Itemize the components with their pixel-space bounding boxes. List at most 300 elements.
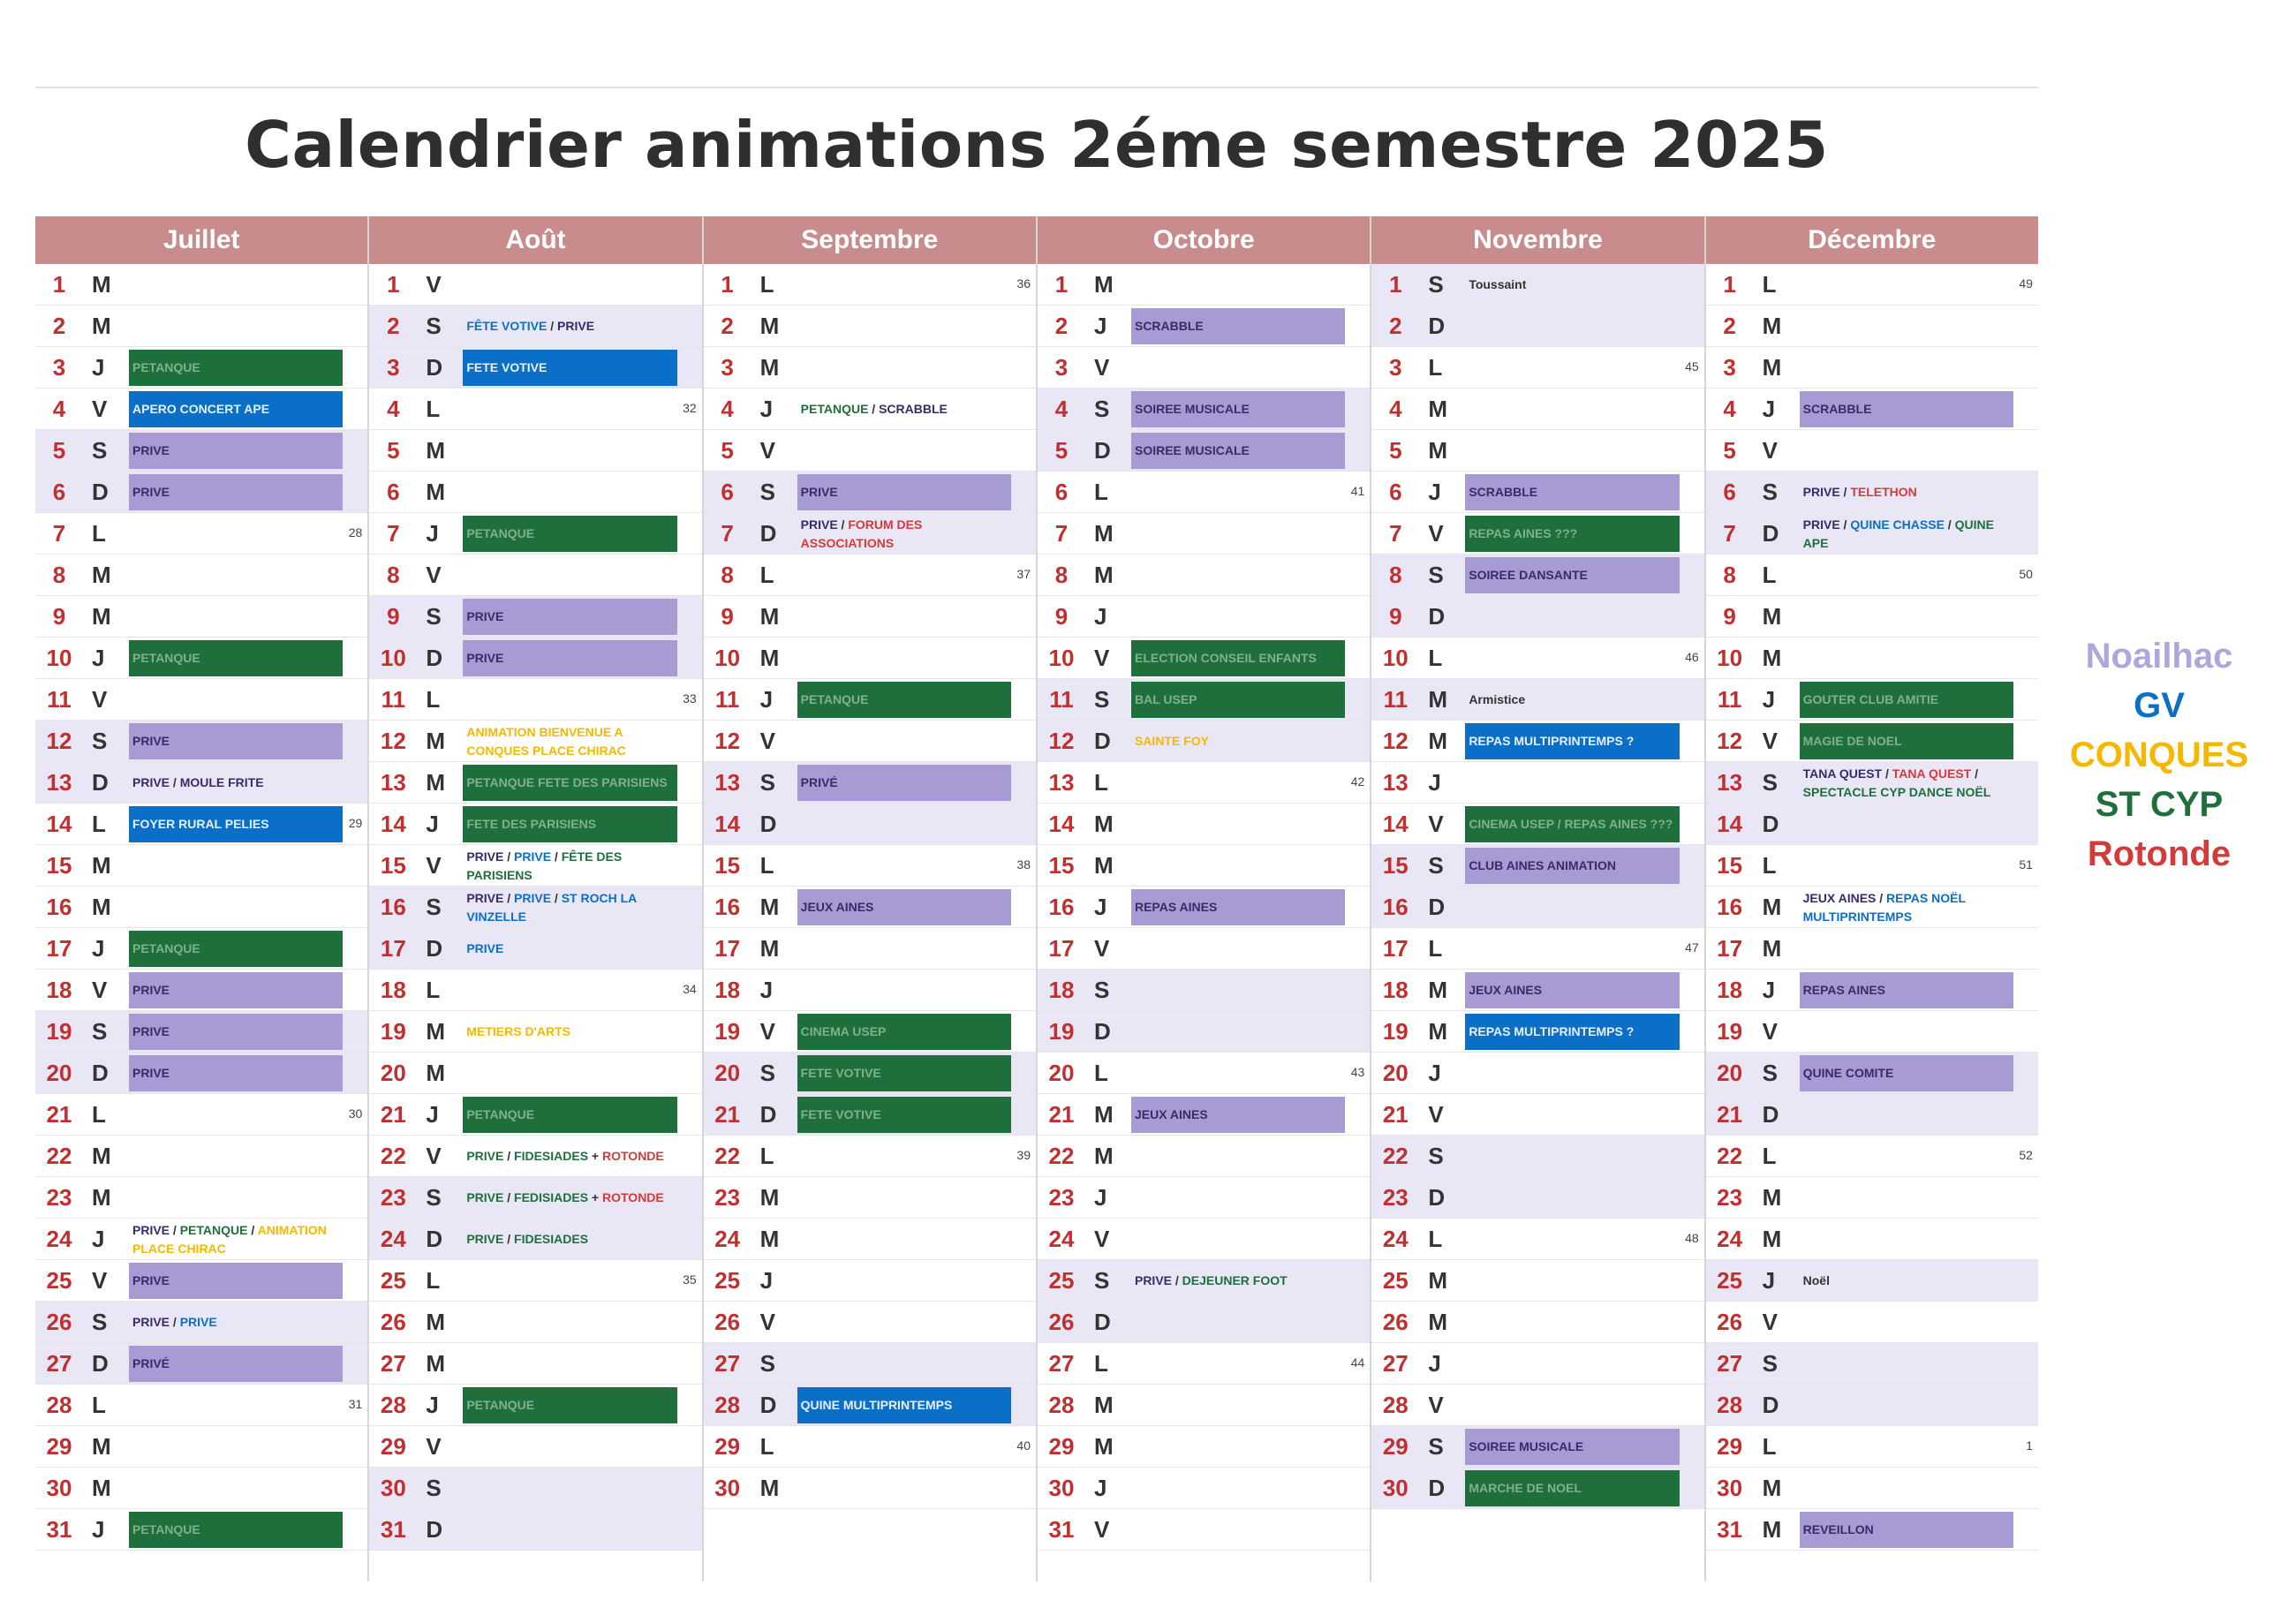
event-label: /: [1839, 517, 1851, 532]
day-number: 27: [380, 1350, 406, 1377]
day-row: [1706, 845, 2038, 887]
day-row: [369, 970, 701, 1011]
day-number: 14: [46, 811, 72, 837]
day-row: [35, 1343, 367, 1385]
day-number: 23: [380, 1184, 406, 1211]
weekday-letter: S: [1093, 396, 1110, 422]
day-row: [1706, 1136, 2038, 1177]
event-label: ANIMATION PLACE CHIRAC: [132, 1222, 327, 1256]
day-row: [369, 1053, 701, 1094]
week-number: 31: [348, 1397, 363, 1411]
day-row: [35, 721, 367, 762]
day-number: 25: [1382, 1267, 1409, 1294]
day-number: 7: [52, 520, 66, 547]
day-row: [35, 472, 367, 513]
weekday-letter: V: [1762, 1309, 1778, 1335]
day-row: [1038, 1385, 1370, 1426]
day-row: [369, 1343, 701, 1385]
weekday-letter: M: [759, 894, 780, 920]
weekday-letter: M: [759, 313, 780, 339]
event-block: SOIREE MUSICALE: [1465, 1429, 1679, 1465]
day-number: 4: [1054, 396, 1069, 422]
day-row: [35, 1011, 367, 1053]
day-row: [704, 1343, 1036, 1385]
weekday-letter: M: [1093, 271, 1114, 298]
day-number: 25: [380, 1267, 406, 1294]
day-row: [704, 430, 1036, 472]
day-row: [35, 638, 367, 679]
day-row: [1038, 1302, 1370, 1343]
day-number: 3: [1054, 354, 1069, 381]
day-row: [369, 762, 701, 804]
weekday-letter: L: [92, 1101, 106, 1128]
day-number: 31: [1048, 1516, 1075, 1543]
day-row: [1371, 804, 1703, 845]
day-number: 26: [1048, 1309, 1075, 1335]
day-number: 1: [1389, 271, 1402, 298]
weekday-letter: M: [426, 728, 445, 754]
day-row: [704, 513, 1036, 555]
weekday-letter: M: [1428, 396, 1447, 422]
day-row: [1038, 928, 1370, 970]
event-label: PRIVE: [466, 1190, 504, 1204]
legend-item: ST CYP: [2095, 785, 2224, 824]
day-number: 3: [1723, 354, 1736, 381]
weekday-letter: D: [1762, 1101, 1779, 1128]
day-row: [704, 1426, 1036, 1468]
day-number: 28: [46, 1392, 72, 1418]
event-block: PETANQUE: [129, 1512, 343, 1548]
day-number: 10: [380, 645, 406, 671]
event-label: PRIVE: [1802, 517, 1840, 532]
event-text: [463, 724, 676, 759]
event-block: SCRABBLE: [1800, 391, 2013, 427]
weekday-letter: J: [759, 686, 774, 713]
day-row: [1038, 887, 1370, 928]
event-label: PRIVE: [514, 849, 552, 864]
event-label: Noël: [1802, 1273, 1830, 1287]
weekday-letter: M: [1093, 1392, 1114, 1418]
day-number: 30: [714, 1475, 741, 1501]
event-label: PETANQUE: [179, 1222, 248, 1237]
day-row: [1706, 970, 2038, 1011]
day-number: 18: [1717, 977, 1743, 1003]
day-number: 19: [1382, 1018, 1409, 1045]
weekday-letter: L: [1093, 1060, 1108, 1086]
event-label: JEUX AINES: [1802, 890, 1877, 905]
top-rule: [35, 87, 2038, 88]
week-number: 33: [683, 691, 697, 706]
day-row: [369, 430, 701, 472]
day-number: 26: [1717, 1309, 1743, 1335]
event-label: /: [247, 1222, 258, 1237]
day-row: [704, 472, 1036, 513]
day-number: 20: [46, 1060, 72, 1086]
day-number: 29: [714, 1433, 741, 1460]
weekday-letter: M: [1762, 1226, 1782, 1252]
weekday-letter: D: [1093, 1309, 1111, 1335]
day-number: 3: [52, 354, 66, 381]
event-text: [129, 1222, 343, 1257]
weekday-letter: M: [1093, 811, 1114, 837]
day-row: [1038, 804, 1370, 845]
event-block: PETANQUE: [797, 682, 1011, 718]
day-row: [1038, 845, 1370, 887]
day-row: [1038, 596, 1370, 638]
day-number: 3: [387, 354, 400, 381]
week-number: 38: [1016, 857, 1031, 872]
day-row: [369, 721, 701, 762]
event-label: +: [588, 1149, 602, 1163]
day-number: 11: [714, 686, 740, 713]
weekday-letter: M: [1428, 728, 1447, 754]
day-number: 17: [714, 935, 741, 962]
event-text: [1131, 724, 1345, 759]
day-row: [35, 1094, 367, 1136]
week-number: 37: [1016, 567, 1031, 581]
day-row: [35, 1260, 367, 1302]
day-row: [35, 1509, 367, 1551]
month-header: Octobre: [1038, 216, 1370, 266]
day-number: 14: [1717, 811, 1743, 837]
weekday-letter: M: [1762, 603, 1782, 630]
day-row: [704, 1219, 1036, 1260]
weekday-letter: S: [759, 479, 775, 505]
day-row: [35, 1385, 367, 1426]
weekday-letter: M: [1762, 354, 1782, 381]
event-block: REPAS MULTIPRINTEMPS ?: [1465, 1014, 1679, 1050]
day-row: [369, 1426, 701, 1468]
weekday-letter: L: [1762, 1433, 1777, 1460]
weekday-letter: M: [92, 894, 111, 920]
weekday-letter: V: [426, 1143, 442, 1169]
day-number: 30: [380, 1475, 406, 1501]
day-number: 9: [1723, 603, 1736, 630]
weekday-letter: M: [1762, 1516, 1782, 1543]
event-label: /: [503, 1232, 515, 1246]
day-row: [1038, 1011, 1370, 1053]
day-number: 26: [1382, 1309, 1409, 1335]
event-block: PRIVE: [129, 1014, 343, 1050]
day-row: [1706, 430, 2038, 472]
day-number: 22: [1048, 1143, 1075, 1169]
day-row: [704, 1177, 1036, 1219]
day-row: [369, 1509, 701, 1551]
day-row: [704, 1011, 1036, 1053]
weekday-letter: V: [1428, 811, 1444, 837]
day-number: 26: [714, 1309, 741, 1335]
weekday-letter: D: [1762, 1392, 1779, 1418]
weekday-letter: S: [92, 728, 108, 754]
event-label: ST ROCH LA VINZELLE: [466, 890, 637, 924]
day-row: [1371, 1385, 1703, 1426]
day-number: 9: [387, 603, 400, 630]
day-number: 29: [1382, 1433, 1409, 1460]
day-row: [1706, 472, 2038, 513]
event-label: /: [1882, 766, 1892, 781]
weekday-letter: L: [1762, 852, 1777, 879]
day-row: [704, 1468, 1036, 1509]
day-number: 17: [1717, 935, 1743, 962]
weekday-letter: J: [1093, 1184, 1107, 1211]
day-number: 18: [714, 977, 741, 1003]
weekday-letter: M: [1428, 977, 1447, 1003]
day-row: [35, 1426, 367, 1468]
day-row: [1038, 347, 1370, 389]
weekday-letter: S: [426, 1475, 442, 1501]
weekday-letter: D: [1762, 520, 1779, 547]
weekday-letter: D: [759, 811, 777, 837]
day-row: [1371, 306, 1703, 347]
day-row: [1706, 555, 2038, 596]
day-row: [1706, 1385, 2038, 1426]
day-number: 11: [1717, 686, 1742, 713]
day-row: [369, 555, 701, 596]
day-number: 25: [714, 1267, 741, 1294]
day-number: 22: [714, 1143, 741, 1169]
day-number: 26: [380, 1309, 406, 1335]
day-row: [1371, 928, 1703, 970]
event-block: SCRABBLE: [1131, 308, 1345, 344]
day-number: 25: [1048, 1267, 1075, 1294]
day-number: 21: [380, 1101, 406, 1128]
day-row: [369, 1136, 701, 1177]
event-label: /: [503, 1190, 515, 1204]
day-number: 4: [721, 396, 734, 422]
month-header: Août: [369, 216, 701, 266]
day-number: 21: [714, 1101, 741, 1128]
month-column-1: [35, 216, 369, 1581]
event-label: TANA QUEST: [1802, 766, 1883, 781]
weekday-letter: L: [1762, 562, 1777, 588]
day-row: [1038, 389, 1370, 430]
day-row: [1706, 1343, 2038, 1385]
event-block: PRIVÉ: [129, 1346, 343, 1382]
weekday-letter: S: [1762, 1350, 1778, 1377]
day-row: [35, 596, 367, 638]
week-number: 28: [348, 525, 363, 540]
weekday-letter: M: [92, 313, 111, 339]
event-label: PRIVE: [800, 517, 838, 532]
weekday-letter: J: [1762, 1267, 1776, 1294]
day-row: [35, 306, 367, 347]
day-row: [35, 430, 367, 472]
event-block: APERO CONCERT APE: [129, 391, 343, 427]
day-row: [1371, 472, 1703, 513]
weekday-letter: M: [1762, 645, 1782, 671]
day-number: 2: [721, 313, 734, 339]
day-number: 29: [1048, 1433, 1075, 1460]
day-row: [369, 347, 701, 389]
weekday-letter: D: [92, 1060, 109, 1086]
day-number: 1: [52, 271, 66, 298]
weekday-letter: L: [92, 520, 106, 547]
day-row: [1371, 887, 1703, 928]
weekday-letter: V: [1428, 520, 1444, 547]
event-block: CINEMA USEP / REPAS AINES ???: [1465, 806, 1679, 842]
day-row: [1706, 1219, 2038, 1260]
day-row: [369, 679, 701, 721]
event-block: PETANQUE: [129, 931, 343, 967]
day-number: 7: [1723, 520, 1736, 547]
day-number: 8: [1389, 562, 1402, 588]
weekday-letter: D: [426, 935, 443, 962]
day-number: 19: [380, 1018, 406, 1045]
month-header: Juillet: [35, 216, 367, 266]
weekday-letter: V: [92, 977, 108, 1003]
day-row: [704, 679, 1036, 721]
day-number: 31: [380, 1516, 406, 1543]
day-number: 29: [380, 1433, 406, 1460]
day-row: [1706, 389, 2038, 430]
day-number: 7: [721, 520, 734, 547]
day-row: [369, 306, 701, 347]
day-row: [1038, 1053, 1370, 1094]
event-block: GOUTER CLUB AMITIE: [1800, 682, 2013, 718]
week-number: 45: [1685, 359, 1699, 374]
day-row: [35, 1053, 367, 1094]
weekday-letter: V: [426, 562, 442, 588]
day-number: 30: [1048, 1475, 1075, 1501]
weekday-letter: M: [1428, 437, 1447, 464]
day-number: 19: [1717, 1018, 1743, 1045]
weekday-letter: J: [426, 520, 439, 547]
day-number: 24: [380, 1226, 406, 1252]
weekday-letter: V: [759, 437, 775, 464]
day-number: 28: [1048, 1392, 1075, 1418]
event-block: PRIVE: [129, 474, 343, 510]
weekday-letter: L: [1093, 479, 1108, 505]
weekday-letter: M: [1762, 935, 1782, 962]
day-number: 6: [387, 479, 400, 505]
day-row: [1371, 1302, 1703, 1343]
day-number: 16: [1717, 894, 1743, 920]
day-row: [704, 638, 1036, 679]
day-number: 6: [1389, 479, 1402, 505]
weekday-letter: D: [1093, 728, 1111, 754]
day-row: [1371, 264, 1703, 306]
weekday-letter: S: [1093, 1267, 1110, 1294]
weekday-letter: M: [92, 1184, 111, 1211]
weekday-letter: M: [1093, 562, 1114, 588]
day-number: 15: [1048, 852, 1075, 879]
event-label: Armistice: [1469, 692, 1526, 706]
weekday-letter: J: [426, 1101, 439, 1128]
week-number: 42: [1350, 774, 1365, 789]
event-block: PETANQUE: [129, 350, 343, 386]
day-row: [1038, 1343, 1370, 1385]
event-label: FÊTE DES PARISIENS: [466, 849, 623, 882]
weekday-letter: D: [1428, 603, 1446, 630]
day-row: [369, 472, 701, 513]
day-row: [35, 679, 367, 721]
weekday-letter: D: [92, 769, 109, 796]
event-block: JEUX AINES: [1131, 1097, 1345, 1133]
event-label: REPAS NOËL MULTIPRINTEMPS: [1802, 890, 1966, 924]
event-text: [1131, 1264, 1345, 1298]
weekday-letter: V: [759, 728, 775, 754]
event-block: MAGIE DE NOEL: [1800, 723, 2013, 759]
weekday-letter: D: [92, 479, 109, 505]
weekday-letter: V: [1093, 1516, 1110, 1543]
day-number: 20: [380, 1060, 406, 1086]
event-block: PRIVE: [463, 640, 676, 676]
week-number: 41: [1350, 484, 1365, 498]
weekday-letter: M: [759, 1475, 780, 1501]
weekday-letter: D: [426, 1516, 443, 1543]
event-block: PRIVE: [129, 723, 343, 759]
weekday-letter: S: [426, 603, 442, 630]
day-row: [1371, 1094, 1703, 1136]
day-number: 13: [380, 769, 406, 796]
weekday-letter: V: [1093, 1226, 1110, 1252]
day-number: 22: [1717, 1143, 1743, 1169]
day-number: 23: [1048, 1184, 1075, 1211]
weekday-letter: J: [426, 1392, 439, 1418]
day-number: 23: [46, 1184, 72, 1211]
day-number: 18: [46, 977, 72, 1003]
day-number: 10: [714, 645, 741, 671]
event-label: ROTONDE: [602, 1190, 664, 1204]
event-label: PRIVE: [466, 1232, 504, 1246]
day-row: [1371, 638, 1703, 679]
week-number: 32: [683, 401, 697, 415]
day-row: [35, 1468, 367, 1509]
day-row: [1038, 762, 1370, 804]
event-label: /: [170, 775, 180, 789]
day-row: [1038, 1509, 1370, 1551]
event-block: JEUX AINES: [797, 889, 1011, 925]
event-label: PRIVE: [514, 890, 552, 905]
weekday-letter: J: [759, 977, 774, 1003]
event-text: [129, 1305, 343, 1340]
weekday-letter: L: [759, 852, 774, 879]
event-label: FIDESIADES: [514, 1232, 589, 1246]
day-number: 27: [1382, 1350, 1409, 1377]
day-number: 12: [1717, 728, 1743, 754]
weekday-letter: M: [1428, 1018, 1447, 1045]
day-number: 20: [1382, 1060, 1409, 1086]
weekday-letter: S: [1428, 1433, 1444, 1460]
day-number: 11: [381, 686, 406, 713]
event-label: Toussaint: [1469, 277, 1527, 291]
day-row: [369, 513, 701, 555]
day-number: 27: [46, 1350, 72, 1377]
day-row: [1706, 762, 2038, 804]
day-row: [1371, 389, 1703, 430]
day-number: 18: [1048, 977, 1075, 1003]
event-block: SCRABBLE: [1465, 474, 1679, 510]
event-block: REPAS MULTIPRINTEMPS ?: [1465, 723, 1679, 759]
weekday-letter: M: [92, 1433, 111, 1460]
day-row: [369, 1094, 701, 1136]
day-number: 2: [1723, 313, 1736, 339]
color-legend: [2049, 631, 2270, 879]
weekday-letter: M: [426, 1018, 445, 1045]
day-row: [1038, 306, 1370, 347]
weekday-letter: J: [1093, 894, 1107, 920]
day-row: [1038, 1219, 1370, 1260]
day-number: 2: [1389, 313, 1402, 339]
week-number: 43: [1350, 1065, 1365, 1079]
event-label: /: [1944, 517, 1955, 532]
weekday-letter: L: [92, 811, 106, 837]
event-block: PETANQUE: [463, 1387, 676, 1423]
day-number: 30: [1382, 1475, 1409, 1501]
day-number: 24: [1717, 1226, 1743, 1252]
event-label: PRIVE: [1802, 485, 1840, 499]
event-block: PRIVE: [129, 972, 343, 1008]
